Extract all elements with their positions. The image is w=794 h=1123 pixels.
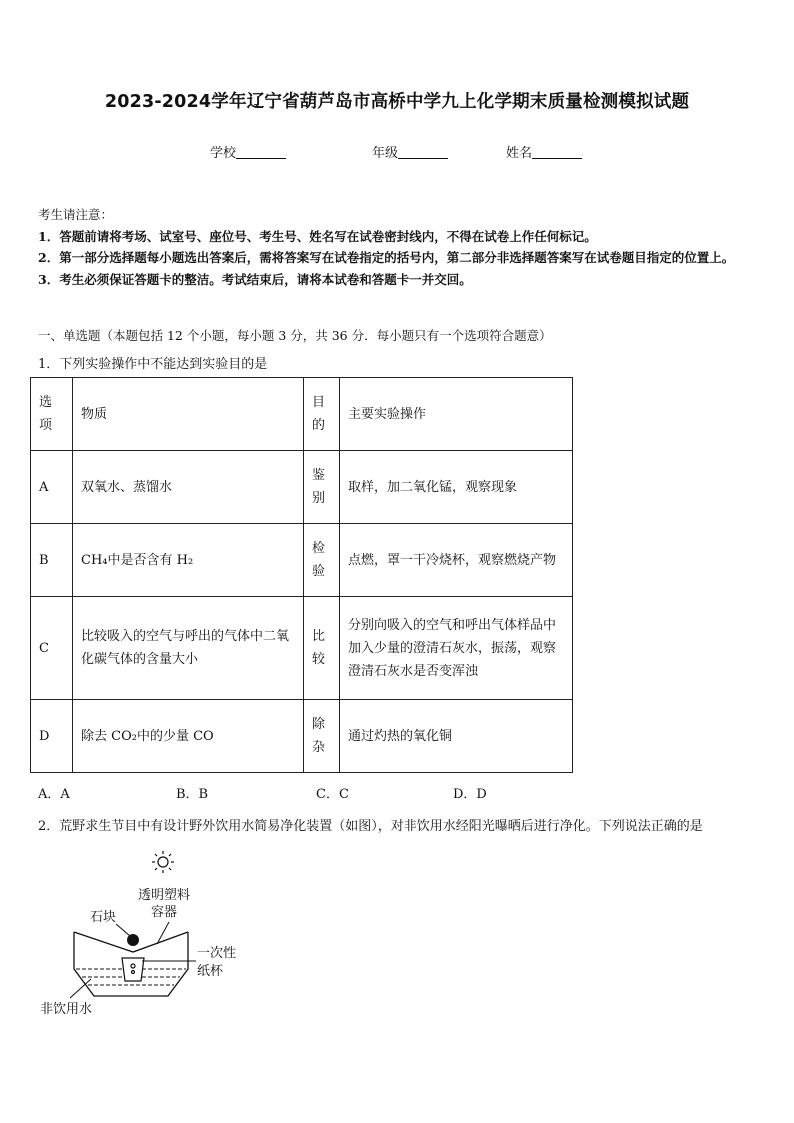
name-field [506, 142, 582, 161]
question-1-table [30, 377, 573, 773]
cell-purpose: 比较 [304, 597, 340, 700]
choice-b[interactable]: B．B [176, 787, 209, 802]
header-substance: 物质 [73, 378, 304, 451]
cell-option: A [31, 451, 73, 524]
table-row [31, 700, 573, 773]
cell-option: D [31, 700, 73, 773]
notice-block [38, 204, 763, 290]
grade-label: 年级 [372, 146, 399, 161]
notice-heading: 考生请注意： [38, 207, 114, 222]
container-label: 透明塑料容器 [137, 888, 190, 920]
cell-operation: 点燃，罩一干冷烧杯，观察燃烧产物 [340, 524, 573, 597]
cell-operation: 分别向吸入的空气和呼出气体样品中加入少量的澄清石灰水，振荡，观察澄清石灰水是否变浑浊 [340, 597, 573, 700]
cell-purpose: 检验 [304, 524, 340, 597]
school-field [210, 142, 286, 161]
paper-cup [122, 958, 144, 981]
cell-purpose: 除杂 [304, 700, 340, 773]
notice-item: 1．答题前请将考场、试室号、座位号、考生号、姓名写在试卷密封线内，不得在试卷上作任何标记。 [38, 228, 597, 244]
question-1-stem: 1．下列实验操作中不能达到实验目的是 [38, 357, 268, 372]
stone-leader [116, 924, 130, 936]
header-option: 选项 [31, 378, 73, 451]
school-label: 学校 [210, 146, 237, 161]
name-blank[interactable] [532, 146, 582, 159]
table-header-row [31, 378, 573, 451]
table-row [31, 597, 573, 700]
question-2-stem: 2．荒野求生节目中有设计野外饮用水简易净化装置（如图），对非饮用水经阳光曝晒后进行净化。下列说法正确的是 [38, 819, 703, 834]
choice-a[interactable]: A．A [38, 787, 70, 802]
stone-icon [127, 934, 139, 946]
choice-c[interactable]: C．C [316, 787, 349, 802]
header-operation: 主要实验操作 [340, 378, 573, 451]
purification-device-figure [36, 848, 276, 1018]
header-purpose: 目的 [304, 378, 340, 451]
cup-label: 一次性纸杯 [197, 946, 237, 979]
cell-option: C [31, 597, 73, 700]
device-diagram [36, 848, 276, 1018]
grade-blank[interactable] [398, 146, 448, 159]
name-label: 姓名 [506, 146, 533, 161]
cell-operation: 通过灼热的氧化铜 [340, 700, 573, 773]
stone-label: 石块 [90, 910, 117, 925]
page-title: 2023-2024学年辽宁省葫芦岛市高桥中学九上化学期末质量检测模拟试题 [104, 92, 690, 112]
cell-substance: 除去 CO₂中的少量 CO [73, 700, 304, 773]
choice-d[interactable]: D．D [453, 787, 487, 802]
table-row [31, 451, 573, 524]
school-blank[interactable] [236, 146, 286, 159]
sun-icon [152, 851, 174, 873]
section-heading: 一、单选题（本题包括 12 个小题，每小题 3 分，共 36 分．每小题只有一个选项符合题意） [38, 328, 552, 343]
cell-purpose: 鉴别 [304, 451, 340, 524]
table-row [31, 524, 573, 597]
notice-item: 2．第一部分选择题每小题选出答案后，需将答案写在试卷指定的括号内，第二部分非选择题答案写在试卷题目指定的位置上。 [38, 250, 735, 265]
grade-field [372, 142, 448, 161]
cell-operation: 取样，加二氧化锰，观察现象 [340, 451, 573, 524]
cell-substance: CH₄中是否含有 H₂ [73, 524, 304, 597]
cell-substance: 双氧水、蒸馏水 [73, 451, 304, 524]
water-label: 非饮用水 [40, 1002, 93, 1017]
cell-option: B [31, 524, 73, 597]
notice-item: 3．考生必须保证答题卡的整洁。考试结束后，请将本试卷和答题卡一并交回。 [38, 271, 472, 287]
cell-substance: 比较吸入的空气与呼出的气体中二氧化碳气体的含量大小 [73, 597, 304, 700]
